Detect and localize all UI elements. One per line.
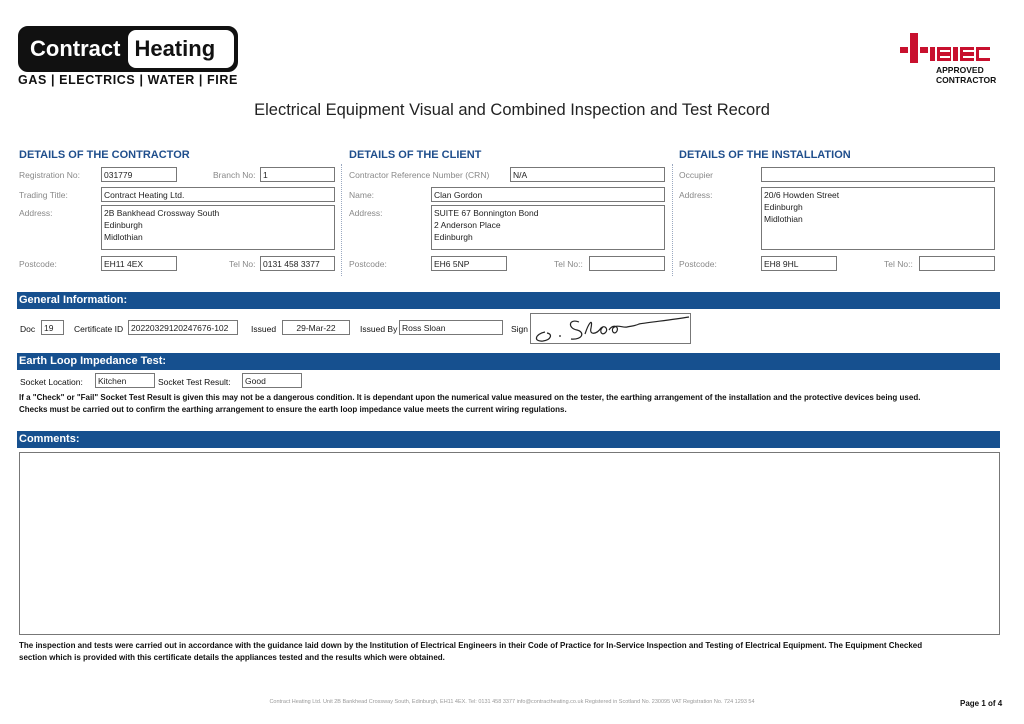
doc-label: Doc [20,324,36,334]
address-line: 2B Bankhead Crossway South [104,208,220,218]
address-line: 2 Anderson Place [434,220,501,230]
client-postcode-field[interactable]: EH6 5NP [431,256,507,271]
registration-field[interactable]: 031779 [101,167,177,182]
comments-header: Comments: [17,431,1000,448]
note-line: Checks must be carried out to confirm the earthing arrangement to ensure the earth loop impedance value meets the current wiring regulations. [19,405,567,414]
company-logo [18,26,238,72]
issued-by-label: Issued By [360,324,398,334]
contractor-postcode-field[interactable]: EH11 4EX [101,256,177,271]
column-divider [341,164,342,276]
logo-part1: Contract [20,28,128,70]
client-postcode-label: Postcode: [349,259,387,269]
client-name-label: Name: [349,190,375,200]
address-line: Midlothian [764,214,803,224]
contractor-section-title: DETAILS OF THE CONTRACTOR [19,149,190,161]
contractor-tel-field[interactable]: 0131 458 3377 [260,256,335,271]
sign-label: Sign [511,324,529,334]
closing-statement [19,640,1004,664]
installation-tel-field[interactable] [919,256,995,271]
statement-line: The inspection and tests were carried out in accordance with the guidance laid down by the Institution of Electrical Engineers in their Code of Practice for In-Service Inspection and Testing of Electrical Equipment. The Equipment Checked [19,641,923,650]
doc-field[interactable]: 19 [41,320,64,335]
trading-title-label: Trading Title: [19,190,68,200]
accreditation-line2: CONTRACTOR [936,75,997,85]
earth-loop-note [19,392,1004,416]
client-name-field[interactable]: Clan Gordon [431,187,665,202]
crn-label: Contractor Reference Number (CRN) [349,170,490,180]
column-divider [672,164,673,276]
address-line: SUITE 67 Bonnington Bond [434,208,539,218]
crn-field[interactable]: N/A [510,167,665,182]
address-line: 20/6 Howden Street [764,190,840,200]
contractor-address-field[interactable] [101,205,335,250]
occupier-field[interactable] [761,167,995,182]
signature-image [531,314,690,343]
installation-postcode-field[interactable]: EH8 9HL [761,256,837,271]
socket-result-field[interactable]: Good [242,373,302,388]
installation-section-title: DETAILS OF THE INSTALLATION [679,149,851,161]
installation-address-label: Address: [679,190,713,200]
branch-label: Branch No: [213,170,256,180]
note-line: If a "Check" or "Fail" Socket Test Result is given this may not be a dangerous condition. It is dependant upon the numerical value measured on the tester, the earthing arrangement of the installation and the protective devices being used. [19,393,921,402]
niceic-mark-icon [900,33,995,65]
contractor-address-label: Address: [19,208,53,218]
socket-location-field[interactable]: Kitchen [95,373,155,388]
certificate-id-field[interactable]: 20220329120247676-102 [128,320,238,335]
logo-part2: Heating [128,30,234,68]
installation-address-field[interactable] [761,187,995,250]
footer-text: Contract Heating Ltd. Unit 2B Bankhead Crossway South, Edinburgh, EH11 4EX. Tel: 0131 458 3377 info@contractheating.co.uk Registered in Scotland No. 230095 VAT Registration No. 724 1293 54 [269,699,755,705]
address-line: Edinburgh [764,202,803,212]
client-address-label: Address: [349,208,383,218]
comments-field[interactable] [19,452,1000,635]
page-number: Page 1 of 4 [960,699,1003,708]
client-section-title: DETAILS OF THE CLIENT [349,149,482,161]
contractor-tel-label: Tel No: [229,259,256,269]
general-info-header: General Information: [17,292,1000,309]
issued-date-field[interactable]: 29-Mar-22 [282,320,350,335]
statement-line: section which is provided with this certificate details the appliances tested and the results which were obtained. [19,653,445,662]
contractor-postcode-label: Postcode: [19,259,57,269]
client-tel-label: Tel No:: [554,259,583,269]
certificate-id-label: Certificate ID [74,324,124,334]
company-tagline: GAS | ELECTRICS | WATER | FIRE [18,73,238,87]
registration-label: Registration No: [19,170,80,180]
socket-result-label: Socket Test Result: [158,377,231,387]
address-line: Edinburgh [434,232,473,242]
address-line: Midlothian [104,232,143,242]
issued-by-field[interactable]: Ross Sloan [399,320,503,335]
installation-tel-label: Tel No:: [884,259,913,269]
branch-field[interactable]: 1 [260,167,335,182]
client-address-field[interactable] [431,205,665,250]
socket-location-label: Socket Location: [20,377,83,387]
document-title: Electrical Equipment Visual and Combined Inspection and Test Record [254,101,770,119]
client-tel-field[interactable] [589,256,665,271]
earth-loop-header: Earth Loop Impedance Test: [17,353,1000,370]
address-line: Edinburgh [104,220,143,230]
signature-box[interactable] [530,313,691,344]
trading-title-field[interactable]: Contract Heating Ltd. [101,187,335,202]
issued-label: Issued [251,324,277,334]
installation-postcode-label: Postcode: [679,259,717,269]
accreditation-line1: APPROVED [936,65,984,75]
occupier-label: Occupier [679,170,714,180]
niceic-logo [900,33,995,87]
